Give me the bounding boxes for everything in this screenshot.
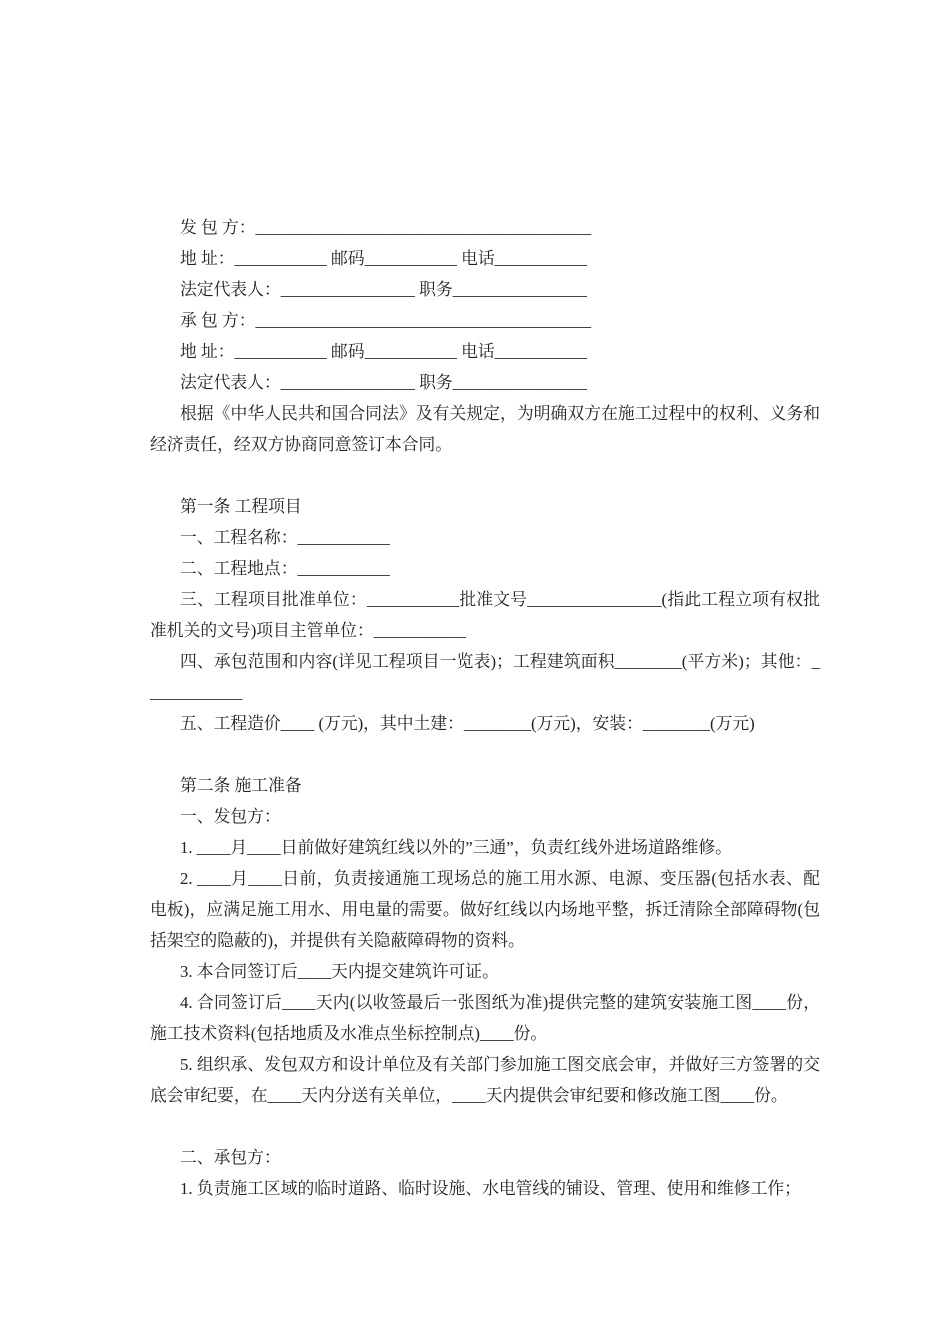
article2-party-a-item-1: 1. ____月____日前做好建筑红线以外的”三通”，负责红线外进场道路维修。 [180, 838, 732, 857]
article2-party-a-item-5: 5. 组织承、发包双方和设计单位及有关部门参加施工图交底会审，并做好三方签署的交底会审纪要，在____天内分送有关单位，____天内提供会审纪要和修改施工图____份。 [150, 1055, 820, 1105]
article2-party-a-item-4: 4. 合同签订后____天内(以收签最后一张图纸为准)提供完整的建筑安装施工图____份，施工技术资料(包括地质及水准点坐标控制点)____份。 [150, 993, 820, 1043]
article2-party-a-heading: 一、发包方： [180, 807, 281, 826]
intro-paragraph: 根据《中华人民共和国合同法》及有关规定，为明确双方在施工过程中的权利、义务和经济责任，经双方协商同意签订本合同。 [150, 404, 820, 454]
article1-item-4: 四、承包范围和内容(详见工程项目一览表)；工程建筑面积________(平方米)；其他：____________ [150, 652, 820, 702]
field-line-contractor-representative: 法定代表人：________________ 职务________________ [180, 373, 587, 392]
article2-party-b-heading: 二、承包方： [180, 1148, 281, 1167]
field-line-contractor: 承 包 方：________________________________________ [180, 311, 592, 330]
blank-line [150, 1111, 820, 1142]
blank-line [150, 460, 820, 491]
article1-item-3: 三、工程项目批准单位：___________批准文号________________(指此工程立项有权批准机关的文号)项目主管单位：___________ [150, 590, 820, 640]
field-line-owner: 发 包 方：________________________________________ [180, 218, 592, 237]
article2-party-b-item-1: 1. 负责施工区域的临时道路、临时设施、水电管线的铺设、管理、使用和维修工作； [180, 1179, 801, 1198]
field-line-owner-representative: 法定代表人：________________ 职务________________ [180, 280, 587, 299]
contract-body [150, 212, 820, 1204]
article2-party-a-item-2: 2. ____月____日前，负责接通施工现场总的施工用水源、电源、变压器(包括水表、配电板)，应满足施工用水、用电量的需要。做好红线以内场地平整，拆迁清除全部障碍物(包括架空的隐蔽的)，并提供有关隐蔽障碍物的资料。 [150, 869, 820, 950]
article1-item-5: 五、工程造价____ (万元)，其中土建：________(万元)，安装：________(万元) [180, 714, 755, 733]
field-line-contractor-address: 地 址：___________ 邮码___________ 电话___________ [180, 342, 587, 361]
article2-party-a-item-3: 3. 本合同签订后____天内提交建筑许可证。 [180, 962, 499, 981]
article1-item-1: 一、工程名称：___________ [180, 528, 390, 547]
field-line-owner-address: 地 址：___________ 邮码___________ 电话___________ [180, 249, 587, 268]
article1-item-2: 二、工程地点：___________ [180, 559, 390, 578]
article1-heading: 第一条 工程项目 [180, 497, 302, 516]
article2-heading: 第二条 施工准备 [180, 776, 302, 795]
blank-line [150, 739, 820, 770]
